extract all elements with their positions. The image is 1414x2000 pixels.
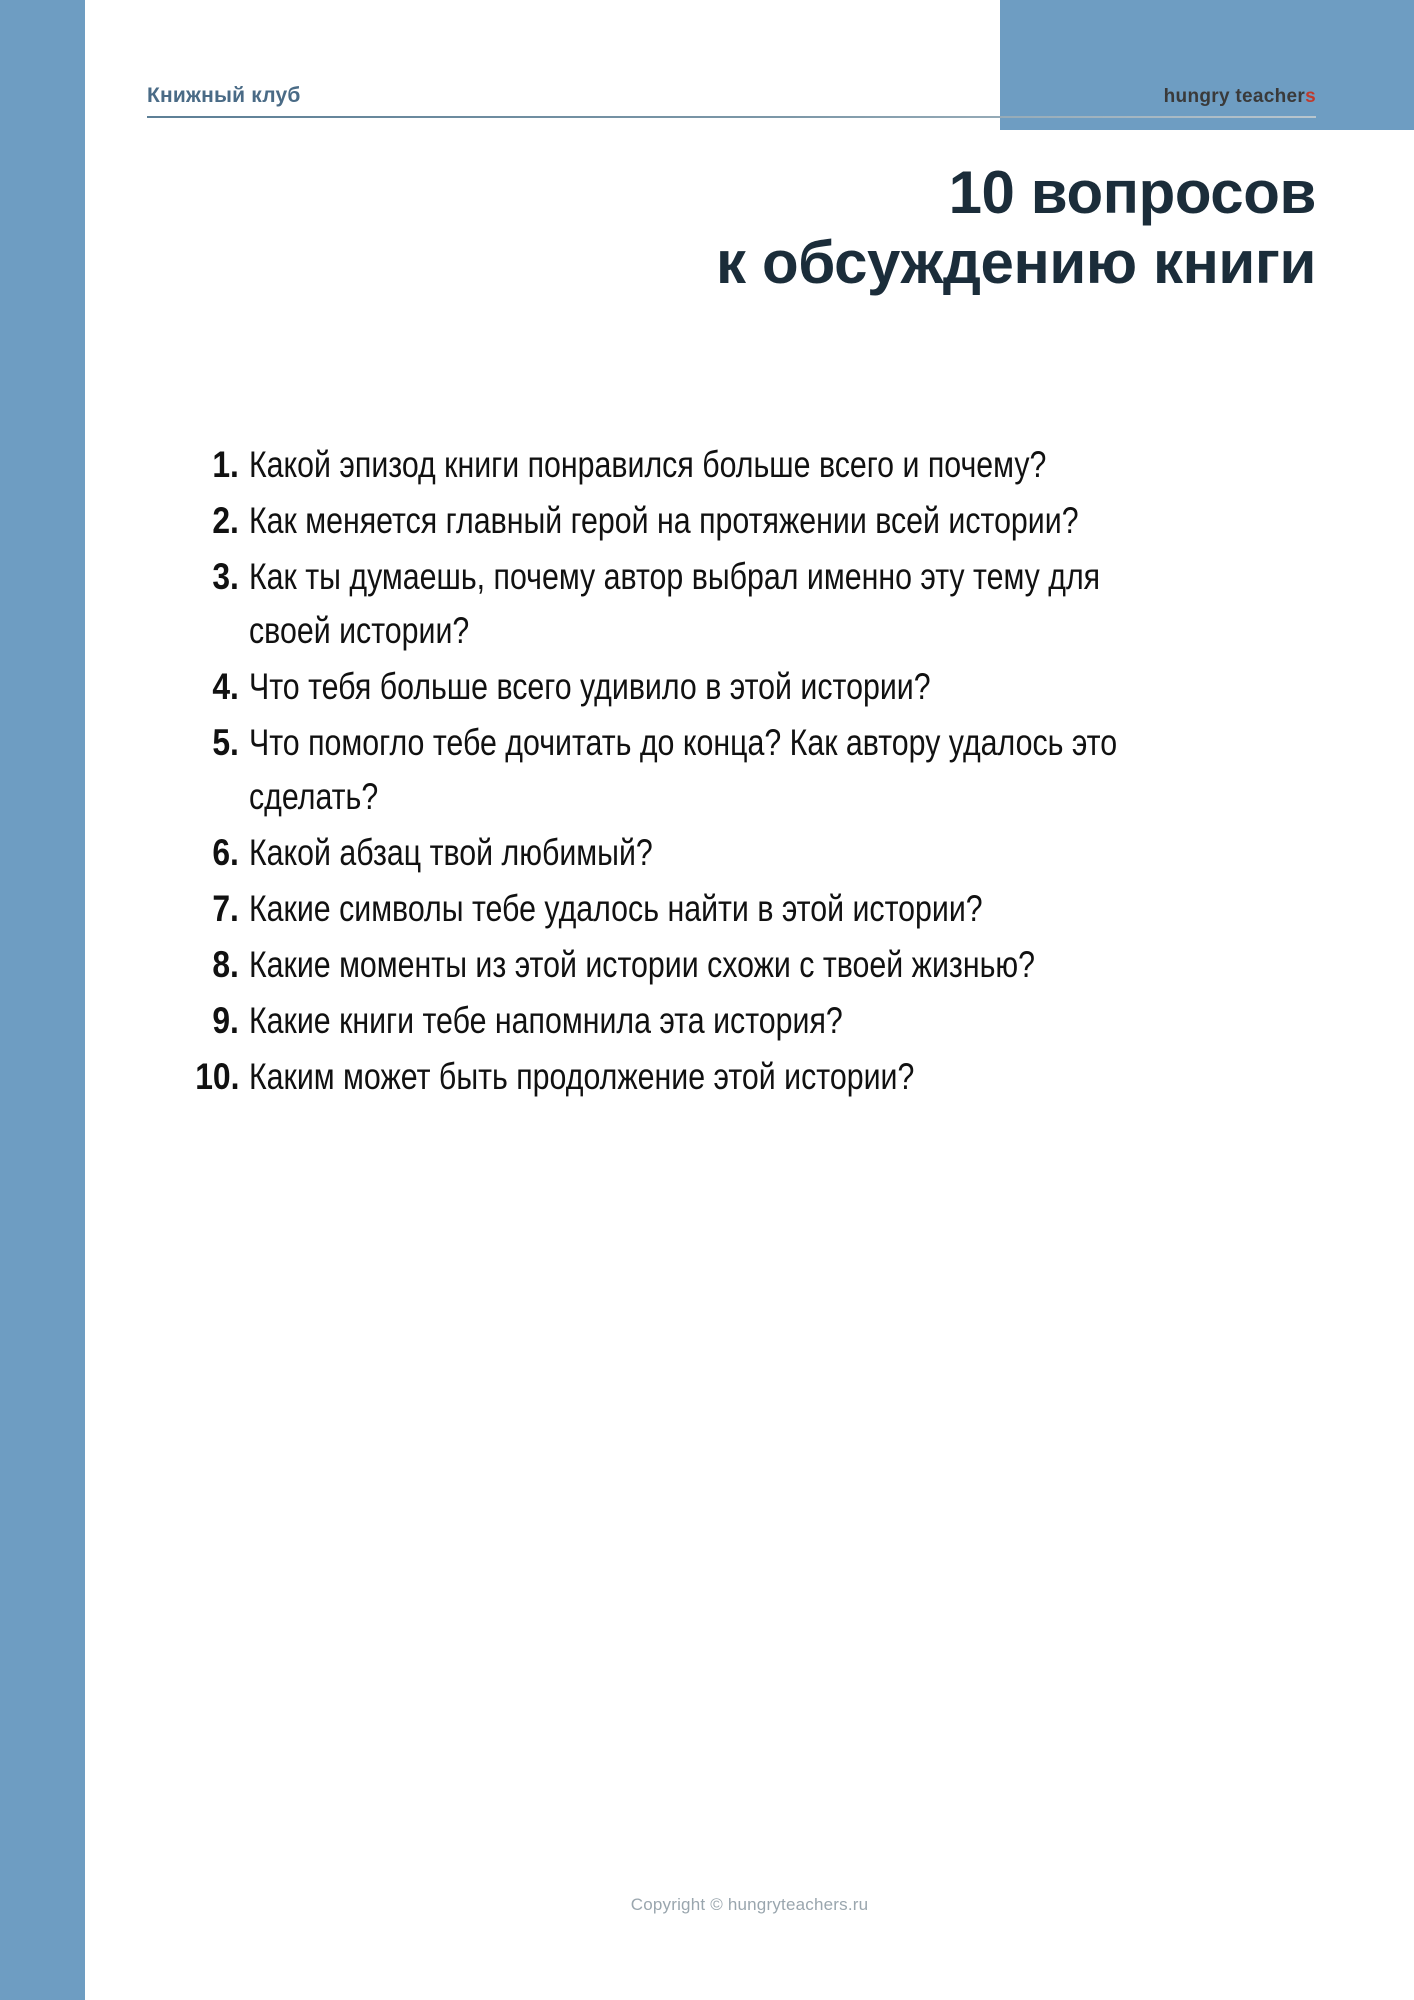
page-header [147,62,1316,120]
page-title-line-2: к обсуждению книги [716,229,1316,297]
list-item [147,438,1327,492]
list-item [147,826,1327,880]
list-item [147,1050,1327,1104]
page-title [147,158,1316,298]
list-item-text: Каким может быть продолжение этой истории? [249,1056,915,1098]
list-item-text: Что помогло тебе дочитать до конца? Как автору удалось это сделать? [249,722,1118,818]
list-item-number: 2. [212,500,239,542]
list-item [147,660,1327,714]
header-kicker: Книжный клуб [147,84,301,107]
list-item-number: 6. [212,832,239,874]
list-item-text: Какой абзац твой любимый? [249,832,653,874]
list-item-number: 1. [212,444,239,485]
left-accent-bar [0,0,85,2000]
list-item [147,938,1327,992]
list-item-number: 4. [212,666,239,708]
list-item-number: 5. [212,722,239,764]
list-item [147,550,1327,658]
list-item-text: Какой эпизод книги понравился больше всего и почему? [249,444,1047,485]
list-item-number: 7. [212,888,239,930]
list-item-text: Какие символы тебе удалось найти в этой истории? [249,888,983,930]
questions-list [147,438,1327,1106]
list-item-text: Как ты думаешь, почему автор выбрал именно эту тему для своей истории? [249,556,1101,652]
list-item-text: Какие моменты из этой истории схожи с твоей жизнью? [249,944,1036,986]
list-item [147,716,1327,824]
footer-copyright: Copyright © hungryteachers.ru [630,1895,869,1914]
list-item [147,882,1327,936]
list-item-number: 3. [212,556,239,598]
brand-logo-accent: s [1305,86,1316,107]
list-item-number: 8. [212,944,239,986]
list-item-text: Как меняется главный герой на протяжении всей истории? [249,500,1079,542]
list-item [147,994,1327,1048]
page-title-line-1: 10 вопросов [948,159,1316,226]
list-item-number: 9. [212,1000,239,1042]
list-item [147,494,1327,548]
brand-logo-main: hungry teacher [1163,86,1306,107]
header-divider [147,116,1316,118]
content-area [85,0,1414,2000]
list-item-number: 10. [194,1056,239,1098]
list-item-text: Какие книги тебе напомнила эта история? [249,1000,843,1042]
list-item-text: Что тебя больше всего удивило в этой истории? [249,666,931,708]
brand-logo [1164,87,1316,106]
